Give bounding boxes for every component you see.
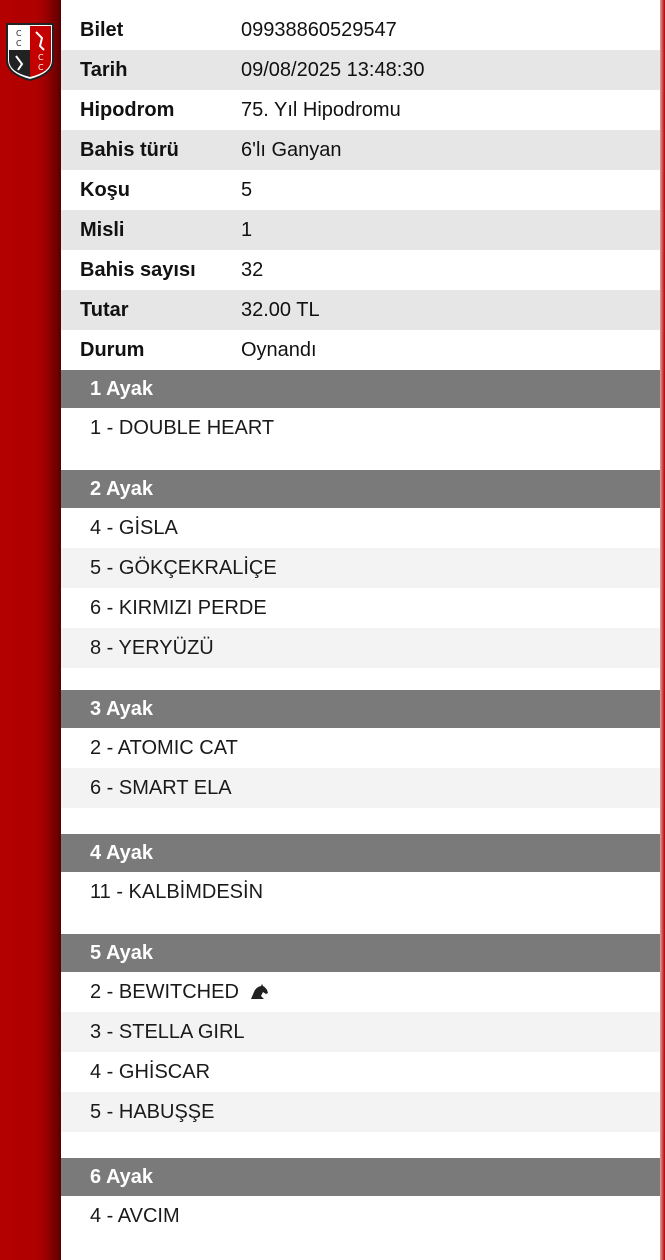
horse-name: 5 - HABUŞŞE — [90, 1100, 215, 1123]
horse-name: 3 - STELLA GIRL — [90, 1020, 245, 1043]
info-value: 5 — [241, 178, 253, 201]
horse-name: 5 - GÖKÇEKRALİÇE — [90, 556, 277, 579]
svg-text:C: C — [16, 39, 22, 48]
info-label: Hipodrom — [80, 98, 175, 121]
svg-text:C: C — [38, 53, 44, 62]
info-label: Bahis türü — [80, 138, 179, 161]
info-value: 32.00 TL — [241, 298, 320, 321]
horse-row — [61, 548, 660, 588]
info-row — [61, 10, 660, 50]
info-value: 32 — [241, 258, 264, 281]
leg-spacer — [61, 448, 660, 470]
horse-row — [61, 1052, 660, 1092]
info-value: 09/08/2025 13:48:30 — [241, 58, 425, 81]
svg-text:C: C — [38, 63, 44, 72]
horse-row — [61, 1012, 660, 1052]
horse-name: 4 - GHİSCAR — [90, 1060, 211, 1083]
leg-header: 2 Ayak — [61, 470, 660, 508]
info-value: 6'lı Ganyan — [241, 138, 342, 161]
info-value: 09938860529547 — [241, 18, 397, 41]
info-label: Bilet — [80, 18, 124, 41]
info-row — [61, 170, 660, 210]
info-row — [61, 250, 660, 290]
info-row — [61, 330, 660, 370]
info-value: 75. Yıl Hipodromu — [241, 98, 401, 121]
horse-name: 11 - KALBİMDESİN — [90, 880, 264, 903]
horse-row — [61, 588, 660, 628]
leg-header: 5 Ayak — [61, 934, 660, 972]
info-label: Koşu — [80, 178, 130, 201]
info-value: 1 — [241, 218, 253, 241]
info-label: Tutar — [80, 298, 129, 321]
leg-header: 3 Ayak — [61, 690, 660, 728]
svg-text:C: C — [16, 29, 22, 38]
left-rail — [0, 0, 61, 1260]
info-row — [61, 210, 660, 250]
leg-spacer — [61, 912, 660, 934]
horse-name: 2 - ATOMIC CAT — [90, 736, 238, 759]
info-row — [61, 90, 660, 130]
horse-row — [61, 972, 660, 1012]
info-label: Tarih — [80, 58, 128, 81]
horse-row — [61, 728, 660, 768]
horse-name: 4 - GİSLA — [90, 516, 178, 539]
info-row — [61, 50, 660, 90]
horse-name: 6 - SMART ELA — [90, 776, 232, 799]
club-crest-icon — [4, 20, 56, 82]
horse-head-icon — [249, 984, 269, 1000]
leg-header: 4 Ayak — [61, 834, 660, 872]
leg-spacer — [61, 668, 660, 690]
leg-header: 1 Ayak — [61, 370, 660, 408]
info-label: Bahis sayısı — [80, 258, 196, 281]
right-edge — [660, 0, 665, 1260]
info-value: Oynandı — [241, 338, 317, 361]
horse-name: 6 - KIRMIZI PERDE — [90, 596, 267, 619]
info-label: Misli — [80, 218, 125, 241]
legs-list — [61, 370, 660, 1260]
ticket-info-table — [61, 10, 660, 370]
info-label: Durum — [80, 338, 145, 361]
info-row — [61, 290, 660, 330]
info-row — [61, 130, 660, 170]
leg-spacer — [61, 808, 660, 834]
horse-row — [61, 628, 660, 668]
horse-name: 1 - DOUBLE HEART — [90, 416, 275, 439]
horse-row — [61, 1092, 660, 1132]
leg-header: 6 Ayak — [61, 1158, 660, 1196]
horse-name: 8 - YERYÜZÜ — [90, 636, 214, 659]
horse-row — [61, 768, 660, 808]
leg-spacer — [61, 1132, 660, 1158]
horse-row — [61, 1196, 660, 1236]
horse-row — [61, 872, 660, 912]
ticket-content — [61, 10, 660, 1260]
horse-name: 4 - AVCIM — [90, 1204, 180, 1227]
leg-spacer — [61, 1236, 660, 1260]
horse-name: 2 - BEWITCHED — [90, 980, 239, 1003]
horse-row — [61, 508, 660, 548]
horse-row — [61, 408, 660, 448]
